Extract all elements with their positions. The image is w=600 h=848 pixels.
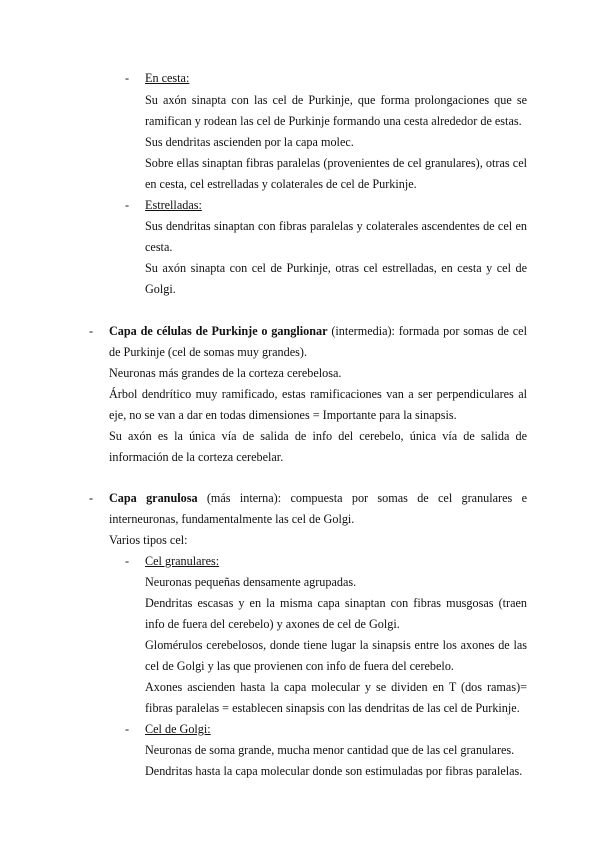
paragraph: Dendritas escasas y en la misma capa sinaptan con fibras musgosas (traen info de fuera del cerebelo) y axones de cel de Golgi.: [145, 596, 527, 631]
paragraph: Sus dendritas sinaptan con fibras paralelas y colaterales ascendentes de cel en cesta.: [145, 219, 527, 254]
bullet-dash: -: [125, 722, 130, 736]
paragraph: Sobre ellas sinaptan fibras paralelas (provenientes de cel granulares), otras cel en cesta, cel estrelladas y colaterales de cel de Purkinje.: [145, 156, 527, 191]
subheading-en-cesta: En cesta:: [145, 71, 190, 85]
paragraph: Neuronas de soma grande, mucha menor cantidad que de las cel granulares.: [145, 743, 515, 757]
paragraph: Su axón sinapta con las cel de Purkinje, que forma prolongaciones que se ramifican y rodean las cel de Purkinje formando una cesta alrededor de estas.: [145, 93, 527, 128]
paragraph: Su axón es la única vía de salida de info del cerebelo, única vía de salida de información de la corteza cerebelar.: [109, 429, 527, 464]
paragraph: Glomérulos cerebelosos, donde tiene lugar la sinapsis entre los axones de las cel de Golgi y las que provienen con info de fuera del cerebelo.: [145, 638, 527, 673]
section-granulosa-layer: [109, 488, 527, 530]
bullet-dash: -: [89, 491, 94, 505]
section-purkinje-layer: [109, 321, 527, 363]
paragraph: Varios tipos cel:: [109, 533, 188, 547]
bullet-dash: -: [125, 71, 130, 85]
section-title-purkinje: Capa de células de Purkinje o ganglionar: [109, 324, 328, 338]
bullet-dash: -: [125, 198, 130, 212]
subheading-cel-granulares: Cel granulares:: [145, 554, 220, 568]
subheading-estrelladas: Estrelladas:: [145, 198, 202, 212]
section-title-rest: (más interna): compuesta por somas de cel granulares e interneuronas, fundamentalmente las cel de Golgi.: [109, 491, 527, 526]
bullet-dash: -: [89, 324, 94, 338]
subheading-cel-golgi: Cel de Golgi:: [145, 722, 211, 736]
bullet-dash: -: [125, 554, 130, 568]
section-title-granulosa: Capa granulosa: [109, 491, 198, 505]
paragraph: Axones ascienden hasta la capa molecular y se dividen en T (dos ramas)= fibras paralelas = establecen sinapsis con las dendritas de las cel de Purkinje.: [145, 680, 527, 715]
paragraph: Neuronas más grandes de la corteza cerebelosa.: [109, 366, 342, 380]
paragraph: Árbol dendrítico muy ramificado, estas ramificaciones van a ser perpendiculares al eje, no se van a dar en todas dimensiones = Importante para la sinapsis.: [109, 387, 527, 422]
paragraph: Neuronas pequeñas densamente agrupadas.: [145, 575, 357, 589]
paragraph: Dendritas hasta la capa molecular donde son estimuladas por fibras paralelas.: [145, 764, 523, 778]
paragraph: Su axón sinapta con cel de Purkinje, otras cel estrelladas, en cesta y cel de Golgi.: [145, 261, 527, 296]
section-title-rest: (intermedia): formada por somas de cel de Purkinje (cel de somas muy grandes).: [109, 324, 527, 359]
paragraph: Sus dendritas ascienden por la capa molec.: [145, 135, 354, 149]
